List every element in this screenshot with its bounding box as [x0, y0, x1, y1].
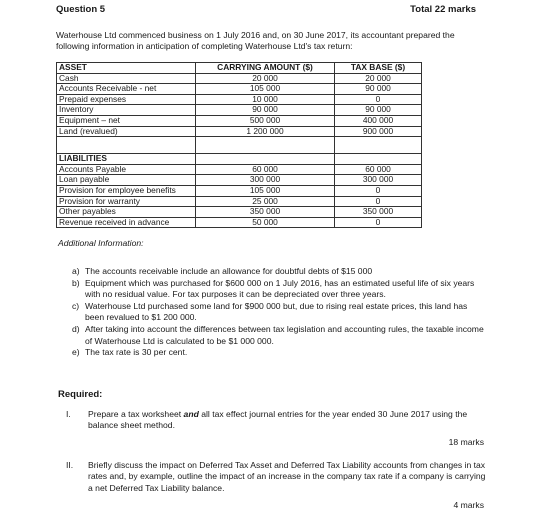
table-row — [57, 105, 422, 116]
list-item — [72, 324, 486, 347]
spacer-cell — [335, 137, 422, 154]
carrying-amount: 20 000 — [196, 73, 335, 84]
question-number: I. — [66, 409, 71, 419]
question-text: Briefly discuss the impact on Deferred Tax Asset and Deferred Tax Liability accounts from changes in tax rates and, by example, outline the impact of an increase in the company tax rate if a company is carrying a net Deferred Tax Liability balance. — [88, 460, 486, 493]
tax-base: 90 000 — [335, 84, 422, 95]
liability-name: Provision for warranty — [57, 196, 196, 207]
additional-info-label: Additional Information: — [58, 238, 144, 248]
question-one-marks: 18 marks — [448, 437, 484, 447]
carrying-amount: 25 000 — [196, 196, 335, 207]
tax-base: 350 000 — [335, 207, 422, 218]
list-item — [72, 278, 486, 301]
table-row — [57, 164, 422, 175]
tax-base: 60 000 — [335, 164, 422, 175]
item-text: The tax rate is 30 per cent. — [85, 347, 188, 358]
question-two-marks: 4 marks — [453, 500, 484, 510]
carrying-amount: 300 000 — [196, 175, 335, 186]
item-text: Equipment which was purchased for $600 000 on 1 July 2016, has an estimated useful life of six years with no residual value. For tax purposes it can be depreciated over three years. — [85, 277, 475, 300]
question-emphasis: and — [183, 409, 199, 419]
asset-header: ASSET — [57, 63, 196, 74]
carrying-header: CARRYING AMOUNT ($) — [196, 63, 335, 74]
question-text-part: Prepare a tax worksheet — [88, 409, 184, 419]
asset-name: Prepaid expenses — [57, 94, 196, 105]
page-header — [56, 4, 476, 15]
balance-table — [56, 62, 422, 228]
table-row — [57, 84, 422, 95]
carrying-amount: 105 000 — [196, 185, 335, 196]
item-letter: b) — [72, 277, 80, 288]
question-text — [88, 409, 488, 432]
liability-name: Accounts Payable — [57, 164, 196, 175]
list-item — [72, 266, 486, 278]
empty-cell — [335, 154, 422, 165]
carrying-amount: 60 000 — [196, 164, 335, 175]
liabilities-header-row — [57, 154, 422, 165]
spacer-cell — [196, 137, 335, 154]
table-row — [57, 175, 422, 186]
table-row — [57, 217, 422, 228]
liability-name: Provision for employee benefits — [57, 185, 196, 196]
question-title: Question 5 — [56, 4, 106, 15]
item-letter: d) — [72, 323, 80, 334]
question-one — [66, 409, 488, 432]
tax-base-header: TAX BASE ($) — [335, 63, 422, 74]
additional-info-list — [72, 266, 486, 359]
intro-paragraph: Waterhouse Ltd commenced business on 1 July 2016 and, on 30 June 2017, its accountant prepared the following information in anticipation of completing Waterhouse Ltd's tax return: — [56, 30, 455, 51]
item-letter: c) — [72, 300, 80, 311]
required-heading: Required: — [58, 389, 103, 400]
carrying-amount: 50 000 — [196, 217, 335, 228]
asset-name: Inventory — [57, 105, 196, 116]
tax-base: 0 — [335, 196, 422, 207]
liabilities-header: LIABILITIES — [57, 154, 196, 165]
tax-base: 400 000 — [335, 115, 422, 126]
carrying-amount: 500 000 — [196, 115, 335, 126]
liability-name: Other payables — [57, 207, 196, 218]
question-text-part: all tax effect journal entries for the year ended 30 June 2017 using the balance sheet method. — [88, 409, 468, 431]
asset-name: Equipment – net — [57, 115, 196, 126]
tax-base: 300 000 — [335, 175, 422, 186]
spacer-cell — [57, 137, 196, 154]
liability-name: Revenue received in advance — [57, 217, 196, 228]
carrying-amount: 90 000 — [196, 105, 335, 116]
question-number: II. — [66, 460, 74, 470]
table-row — [57, 94, 422, 105]
tax-base: 0 — [335, 185, 422, 196]
tax-base: 0 — [335, 217, 422, 228]
empty-cell — [196, 154, 335, 165]
carrying-amount: 1 200 000 — [196, 126, 335, 137]
item-text: The accounts receivable include an allowance for doubtful debts of $15 000 — [85, 266, 373, 276]
table-row — [57, 185, 422, 196]
table-row — [57, 126, 422, 137]
total-marks: Total 22 marks — [410, 4, 476, 15]
tax-base: 900 000 — [335, 126, 422, 137]
item-letter: e) — [72, 347, 80, 358]
item-text: Waterhouse Ltd purchased some land for $900 000 but, due to rising real estate prices, this land has been revalued to $1 200 000. — [85, 300, 468, 323]
item-text: After taking into account the differences between tax legislation and accounting rules, the taxable income of Waterhouse Ltd is calculated to be $1 000 000. — [85, 323, 484, 346]
tax-base: 0 — [335, 94, 422, 105]
liability-name: Loan payable — [57, 175, 196, 186]
list-item — [72, 347, 486, 359]
tax-base: 90 000 — [335, 105, 422, 116]
item-letter: a) — [72, 266, 80, 276]
carrying-amount: 350 000 — [196, 207, 335, 218]
list-item — [72, 301, 486, 324]
tax-base: 20 000 — [335, 73, 422, 84]
table-row — [57, 73, 422, 84]
asset-name: Land (revalued) — [57, 126, 196, 137]
asset-name: Cash — [57, 73, 196, 84]
table-row — [57, 196, 422, 207]
table-row — [57, 115, 422, 126]
table-header-row — [57, 63, 422, 74]
carrying-amount: 105 000 — [196, 84, 335, 95]
asset-name: Accounts Receivable - net — [57, 84, 196, 95]
table-row — [57, 207, 422, 218]
question-two — [66, 460, 488, 494]
carrying-amount: 10 000 — [196, 94, 335, 105]
table-spacer-row — [57, 137, 422, 154]
